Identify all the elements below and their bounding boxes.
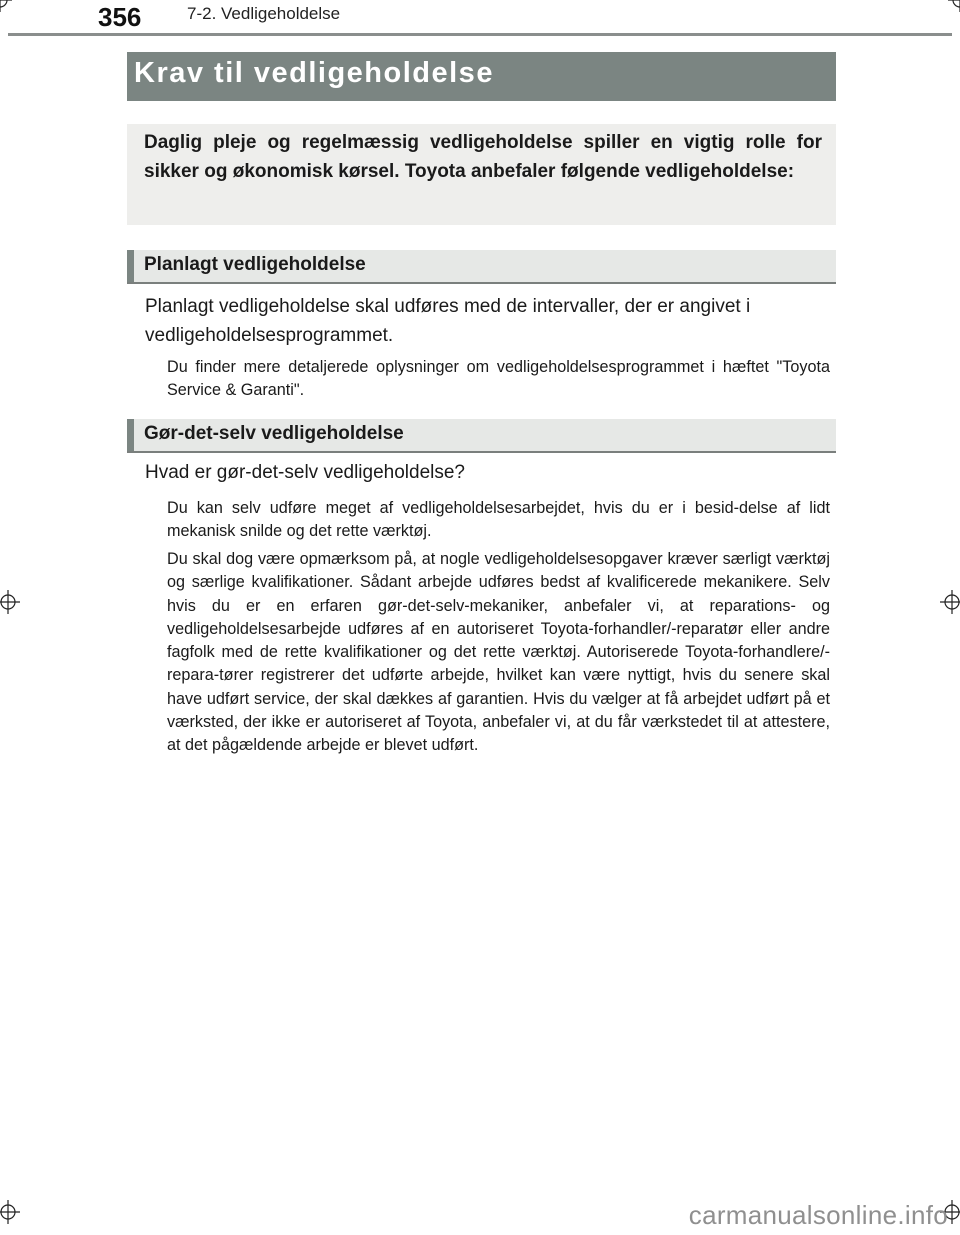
registration-mark-icon <box>0 1200 20 1224</box>
section-title: Planlagt vedligeholdelse <box>144 254 366 275</box>
main-title: Krav til vedligeholdelse <box>134 57 494 89</box>
body-paragraph: Du finder mere detaljerede oplysninger om vedligeholdelsesprogrammet i hæftet "Toyota Service & Garanti". <box>167 358 830 400</box>
section-accent-bar <box>127 250 134 282</box>
registration-mark-icon <box>0 590 20 614</box>
main-title-banner <box>127 52 836 101</box>
registration-mark-icon <box>0 0 12 12</box>
section-lead: Hvad er gør-det-selv vedligeholdelse? <box>145 462 465 483</box>
section-title: Gør-det-selv vedligeholdelse <box>144 423 404 444</box>
body-paragraph: Du kan selv udføre meget af vedligeholdelsesarbejdet, hvis du er i besid-delse af lidt mekanisk snilde og det rette værktøj. <box>167 499 830 541</box>
registration-mark-icon <box>948 0 960 12</box>
section-accent-bar <box>127 419 134 451</box>
section-header-planned <box>127 250 836 284</box>
intro-text: Daglig pleje og regelmæssig vedligeholdelse spiller en vigtig rolle for sikker og økonomisk kørsel. Toyota anbefaler følgende vedligeholdelse: <box>144 132 822 182</box>
page-number: 356 <box>98 2 142 32</box>
header-divider <box>8 33 952 36</box>
section-header-diy <box>127 419 836 453</box>
intro-box <box>127 124 836 225</box>
section-lead: Planlagt vedligeholdelse skal udføres med de intervaller, der er angivet i vedligeholdelsesprogrammet. <box>145 296 751 346</box>
body-paragraph: Du skal dog være opmærksom på, at nogle vedligeholdelsesopgaver kræver særligt værktøj og særlige kvalifikationer. Sådant arbejde udføres bedst af kvalificerede mekanikere. Selv hvis du er en erfaren gør-det-selv-mekaniker, anbefaler vi, at reparations- og vedligeholdelsesarbejde udføres af en autoriseret Toyota-forhandler/-reparatør eller andre fagfolk med de rette kvalifikationer og det rette værktøj. Autoriserede Toyota-forhandlere/-repara-tører registrerer det udførte arbejde, hvilket kan være nyttigt, hvis du senere skal have udført service, der skal dækkes af garantien. Hvis du vælger at få arbejdet udført på et værksted, der ikke er autoriseret af Toyota, anbefaler vi, at du får værkstedet til at attestere, at det pågældende arbejde er blevet udført. <box>167 550 830 755</box>
registration-mark-icon <box>940 590 960 614</box>
chapter-title: 7-2. Vedligeholdelse <box>187 4 341 23</box>
watermark: carmanualsonline.info <box>688 1200 948 1230</box>
